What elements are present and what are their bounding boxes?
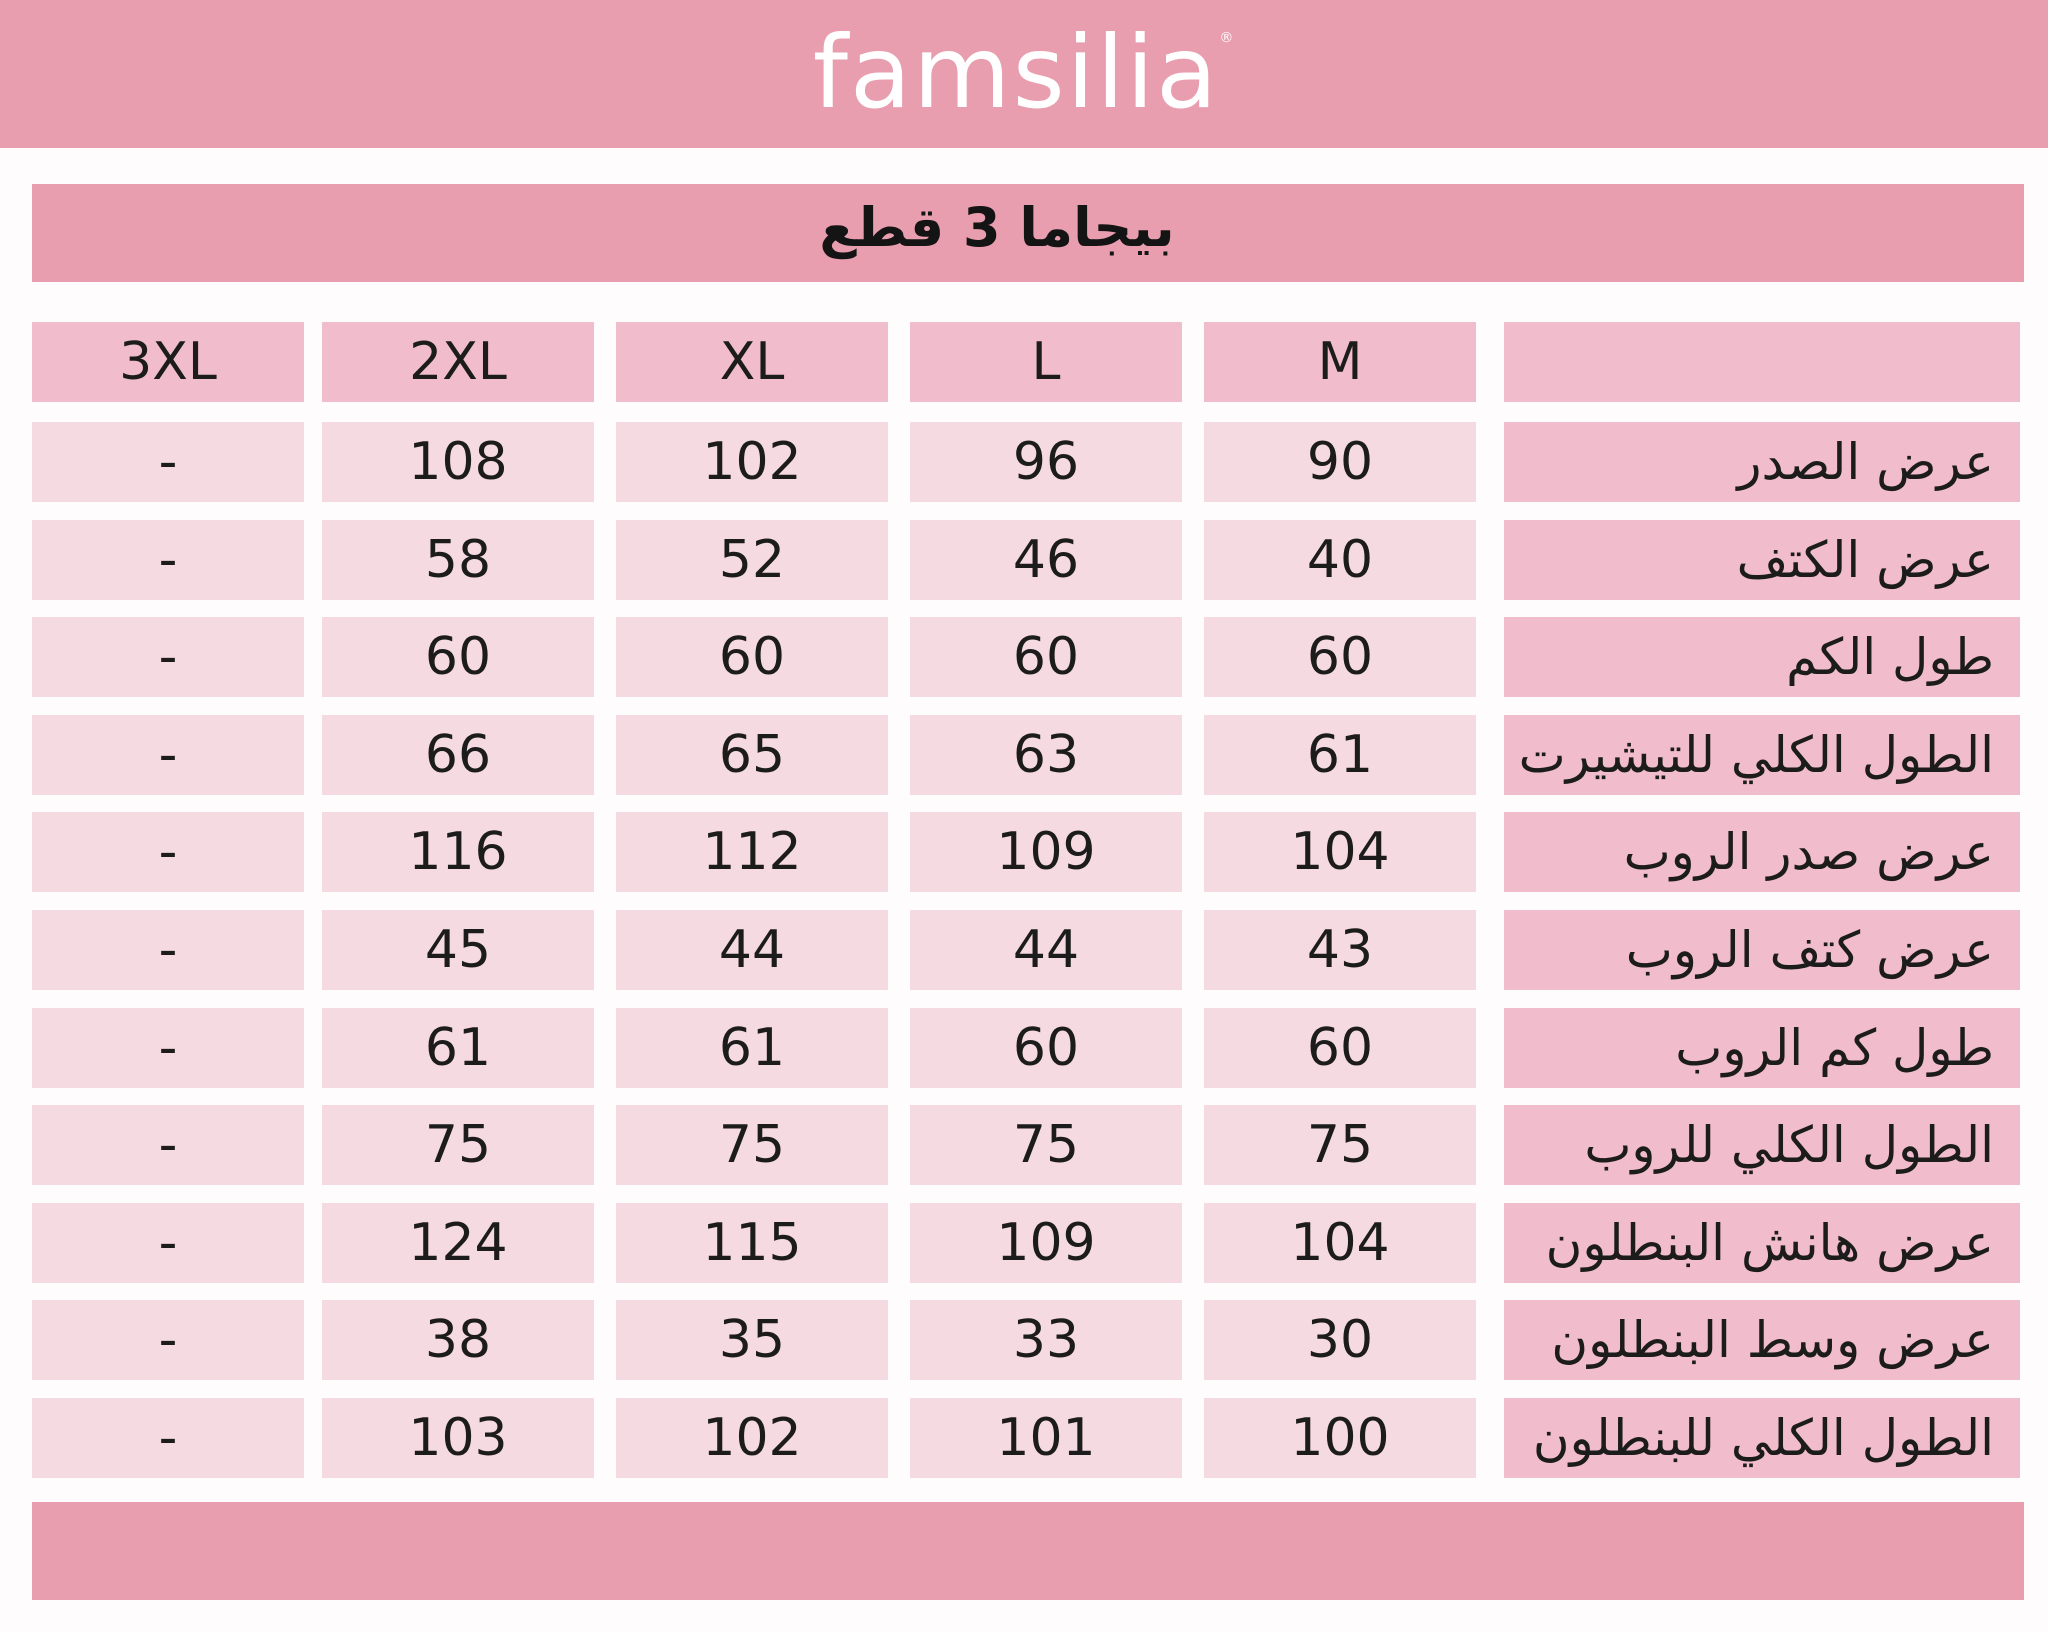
header-cell-xl: XL	[616, 322, 888, 402]
table-cell: 43	[1204, 910, 1476, 990]
table-cell: 96	[910, 422, 1182, 502]
table-cell: 58	[322, 520, 594, 600]
table-cell: -	[32, 520, 304, 600]
table-cell: 44	[616, 910, 888, 990]
logo-text: famsilia	[812, 14, 1220, 131]
table-cell: 101	[910, 1398, 1182, 1478]
table-cell: -	[32, 1300, 304, 1380]
header-cell-l: L	[910, 322, 1182, 402]
header-cell-3xl: 3XL	[32, 322, 304, 402]
table-cell: 44	[910, 910, 1182, 990]
table-cell: 104	[1204, 812, 1476, 892]
header-cell-2xl: 2XL	[322, 322, 594, 402]
footer-band	[32, 1502, 2024, 1600]
registered-mark: ®	[1219, 30, 1236, 46]
row-label: الطول الكلي للروب	[1504, 1105, 2020, 1185]
table-cell: 66	[322, 715, 594, 795]
table-cell: 60	[910, 617, 1182, 697]
header-cell-blank	[1504, 322, 2020, 402]
table-cell: 40	[1204, 520, 1476, 600]
table-cell: 112	[616, 812, 888, 892]
table-cell: 33	[910, 1300, 1182, 1380]
table-cell: 115	[616, 1203, 888, 1283]
table-cell: 75	[616, 1105, 888, 1185]
table-cell: 45	[322, 910, 594, 990]
row-label: عرض صدر الروب	[1504, 812, 2020, 892]
table-cell: 109	[910, 1203, 1182, 1283]
table-cell: 61	[616, 1008, 888, 1088]
row-label: عرض الكتف	[1504, 520, 2020, 600]
table-cell: 60	[1204, 617, 1476, 697]
table-cell: 108	[322, 422, 594, 502]
table-cell: 109	[910, 812, 1182, 892]
row-label: طول الكم	[1504, 617, 2020, 697]
table-cell: 75	[322, 1105, 594, 1185]
table-cell: 60	[322, 617, 594, 697]
table-cell: 116	[322, 812, 594, 892]
table-cell: 60	[910, 1008, 1182, 1088]
table-cell: 104	[1204, 1203, 1476, 1283]
table-cell: 61	[1204, 715, 1476, 795]
table-cell: -	[32, 910, 304, 990]
table-cell: 102	[616, 422, 888, 502]
table-cell: 60	[1204, 1008, 1476, 1088]
row-label: الطول الكلي للتيشيرت	[1504, 715, 2020, 795]
row-label: عرض وسط البنطلون	[1504, 1300, 2020, 1380]
table-cell: 100	[1204, 1398, 1476, 1478]
table-cell: 61	[322, 1008, 594, 1088]
table-cell: 65	[616, 715, 888, 795]
table-cell: 90	[1204, 422, 1476, 502]
table-cell: 102	[616, 1398, 888, 1478]
page-title: بيجاما 3 قطع	[819, 196, 1175, 259]
row-label: عرض هانش البنطلون	[1504, 1203, 2020, 1283]
table-cell: -	[32, 812, 304, 892]
title-band	[32, 184, 2024, 282]
table-cell: -	[32, 1105, 304, 1185]
table-cell: -	[32, 1008, 304, 1088]
table-cell: -	[32, 715, 304, 795]
table-cell: 30	[1204, 1300, 1476, 1380]
table-cell: -	[32, 1203, 304, 1283]
table-cell: 124	[322, 1203, 594, 1283]
table-cell: 38	[322, 1300, 594, 1380]
table-cell: 103	[322, 1398, 594, 1478]
header-cell-m: M	[1204, 322, 1476, 402]
table-cell: -	[32, 617, 304, 697]
table-cell: 52	[616, 520, 888, 600]
row-label: عرض الصدر	[1504, 422, 2020, 502]
table-cell: 75	[1204, 1105, 1476, 1185]
row-label: عرض كتف الروب	[1504, 910, 2020, 990]
brand-logo	[0, 14, 2048, 131]
table-cell: 75	[910, 1105, 1182, 1185]
table-cell: -	[32, 422, 304, 502]
table-cell: -	[32, 1398, 304, 1478]
table-cell: 46	[910, 520, 1182, 600]
table-cell: 63	[910, 715, 1182, 795]
table-cell: 60	[616, 617, 888, 697]
row-label: الطول الكلي للبنطلون	[1504, 1398, 2020, 1478]
table-cell: 35	[616, 1300, 888, 1380]
row-label: طول كم الروب	[1504, 1008, 2020, 1088]
